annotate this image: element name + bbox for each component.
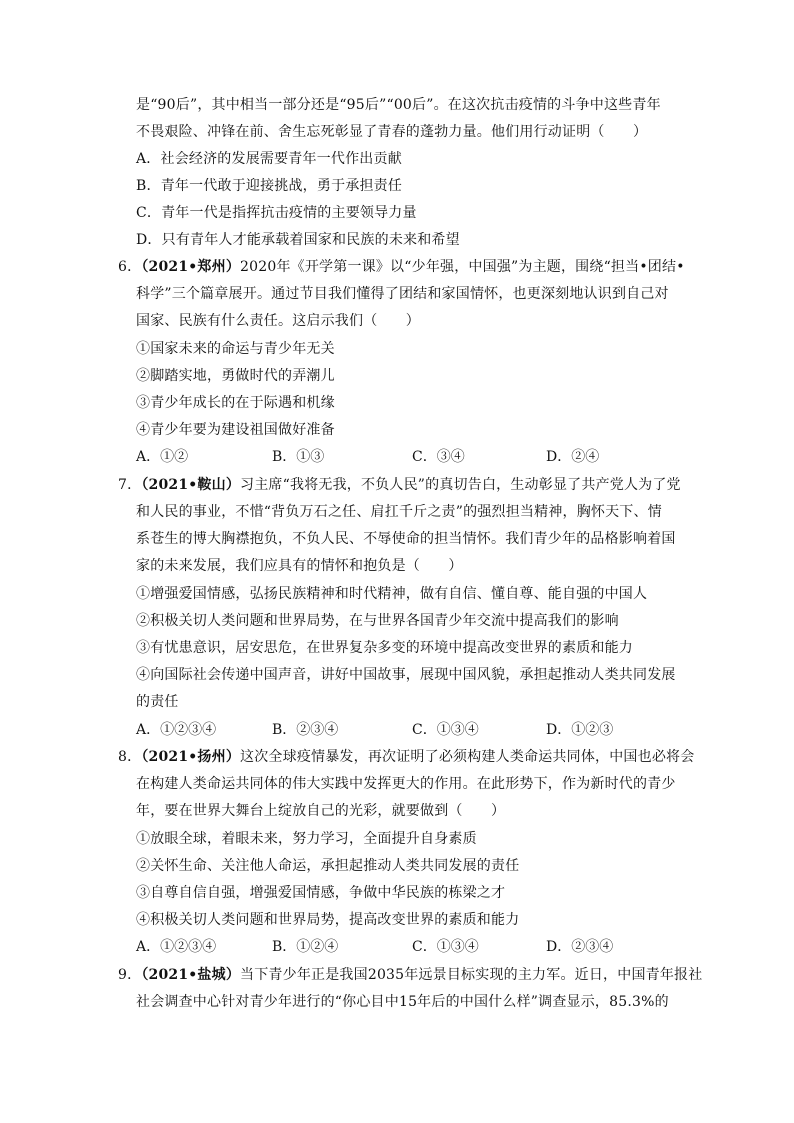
q8-stem-line-2: 在构建人类命运共同体的伟大实践中发挥更大的作用。在此形势下，作为新时代的青少 <box>136 776 676 792</box>
q7-options <box>136 717 656 744</box>
q8-option-a: A．①②③④ <box>136 939 217 955</box>
q6-statement-4: ④青少年要为建设祖国做好准备 <box>136 422 335 438</box>
q6-option-b: B．①③ <box>272 449 325 465</box>
q7-number: 7． <box>118 477 142 493</box>
q8-stem-line-1 <box>118 744 694 771</box>
q6-option-c: C．③④ <box>412 449 465 465</box>
q6-source: （2021•郑州） <box>141 259 241 275</box>
q6-statement-2: ②脚踏实地，勇做时代的弄潮儿 <box>136 368 335 384</box>
q7-text-1: 习主席“我将无我，不负人民”的真切告白，生动彰显了共产党人为了党 <box>240 477 681 493</box>
q9-source: （2021•盐城） <box>141 967 241 983</box>
q8-statement-4: ④积极关切人类问题和世界局势，提高改变世界的素质和能力 <box>136 912 520 928</box>
q7-statement-4-cont: 的责任 <box>136 694 179 710</box>
q9-stem-line-1 <box>118 962 702 989</box>
q6-statement-3: ③青少年成长的在于际遇和机缘 <box>136 395 335 411</box>
q6-option-d: D．②④ <box>546 449 600 465</box>
q9-number: 9． <box>118 967 142 983</box>
q5-option-b: B．青年一代敢于迎接挑战，勇于承担责任 <box>136 178 403 194</box>
q6-option-a: A．①② <box>136 449 189 465</box>
q8-option-d: D．②③④ <box>546 939 614 955</box>
q7-statement-4: ④向国际社会传递中国声音，讲好中国故事，展现中国风貌，承担起推动人类共同发展 <box>136 667 676 683</box>
q8-options <box>136 934 656 961</box>
q5-line-1: 是“90后”，其中相当一部分还是“95后”“00后”。在这次抗击疫情的斗争中这些青年 <box>136 97 661 113</box>
q7-option-b: B．②③④ <box>272 722 339 738</box>
q9-text-1: 当下青少年正是我国2035年远景目标实现的主力军。近日，中国青年报社 <box>240 967 703 983</box>
q5-option-d: D．只有青年人才能承载着国家和民族的未来和希望 <box>136 232 460 248</box>
q5-line-2: 不畏艰险、冲锋在前、舍生忘死彰显了青春的蓬勃力量。他们用行动证明（ ） <box>136 124 648 140</box>
q6-stem-line-1 <box>118 254 685 281</box>
q6-statement-1: ①国家未来的命运与青少年无关 <box>136 341 335 357</box>
q8-statement-1: ①放眼全球，着眼未来，努力学习，全面提升自身素质 <box>136 831 477 847</box>
q7-stem-line-1 <box>118 472 681 499</box>
q5-option-c: C．青年一代是指挥抗击疫情的主要领导力量 <box>136 205 417 221</box>
q6-text-1: 2020年《开学第一课》以“少年强，中国强”为主题，围绕“担当•团结• <box>240 259 685 275</box>
q8-option-c: C．①③④ <box>412 939 479 955</box>
q6-stem-line-3: 国家、民族有什么责任。这启示我们（ ） <box>136 313 420 329</box>
q9-stem-line-2: 社会调查中心针对青少年进行的“你心目中15年后的中国什么样”调查显示，85.3%的 <box>136 994 669 1010</box>
q7-stem-line-4: 家的未来发展，我们应具有的情怀和抱负是（ ） <box>136 558 463 574</box>
q7-source: （2021•鞍山） <box>141 477 241 493</box>
q7-statement-3: ③有忧患意识，居安思危，在世界复杂多变的环境中提高改变世界的素质和能力 <box>136 640 633 656</box>
q7-option-d: D．①②③ <box>546 722 614 738</box>
q7-statement-2: ②积极关切人类问题和世界局势，在与世界各国青少年交流中提高我们的影响 <box>136 613 619 629</box>
q8-statement-2: ②关怀生命、关注他人命运，承担起推动人类共同发展的责任 <box>136 858 520 874</box>
q8-option-b: B．①②④ <box>272 939 339 955</box>
q8-statement-3: ③自尊自信自强，增强爱国情感，争做中华民族的栋梁之才 <box>136 885 506 901</box>
q8-source: （2021•扬州） <box>141 749 241 765</box>
q7-stem-line-3: 系苍生的博大胸襟抱负，不负人民、不辱使命的担当情怀。我们青少年的品格影响着国 <box>136 531 676 547</box>
q6-options <box>136 444 656 471</box>
q7-statement-1: ①增强爱国情感，弘扬民族精神和时代精神，做有自信、懂自尊、能自强的中国人 <box>136 586 648 602</box>
q8-number: 8． <box>118 749 142 765</box>
q6-number: 6． <box>118 259 142 275</box>
q5-option-a: A．社会经济的发展需要青年一代作出贡献 <box>136 151 402 167</box>
q7-option-c: C．①③④ <box>412 722 479 738</box>
q8-text-1: 这次全球疫情暴发，再次证明了必须构建人类命运共同体，中国也必将会 <box>240 749 695 765</box>
q7-stem-line-2: 和人民的事业，不惜“背负万石之任、肩扛千斤之责”的强烈担当精神，胸怀天下、情 <box>136 504 662 520</box>
q8-stem-line-3: 年，要在世界大舞台上绽放自己的光彩，就要做到（ ） <box>136 803 506 819</box>
q7-option-a: A．①②③④ <box>136 722 217 738</box>
q6-stem-line-2: 科学”三个篇章展开。通过节目我们懂得了团结和家国情怀，也更深刻地认识到自己对 <box>136 286 669 302</box>
